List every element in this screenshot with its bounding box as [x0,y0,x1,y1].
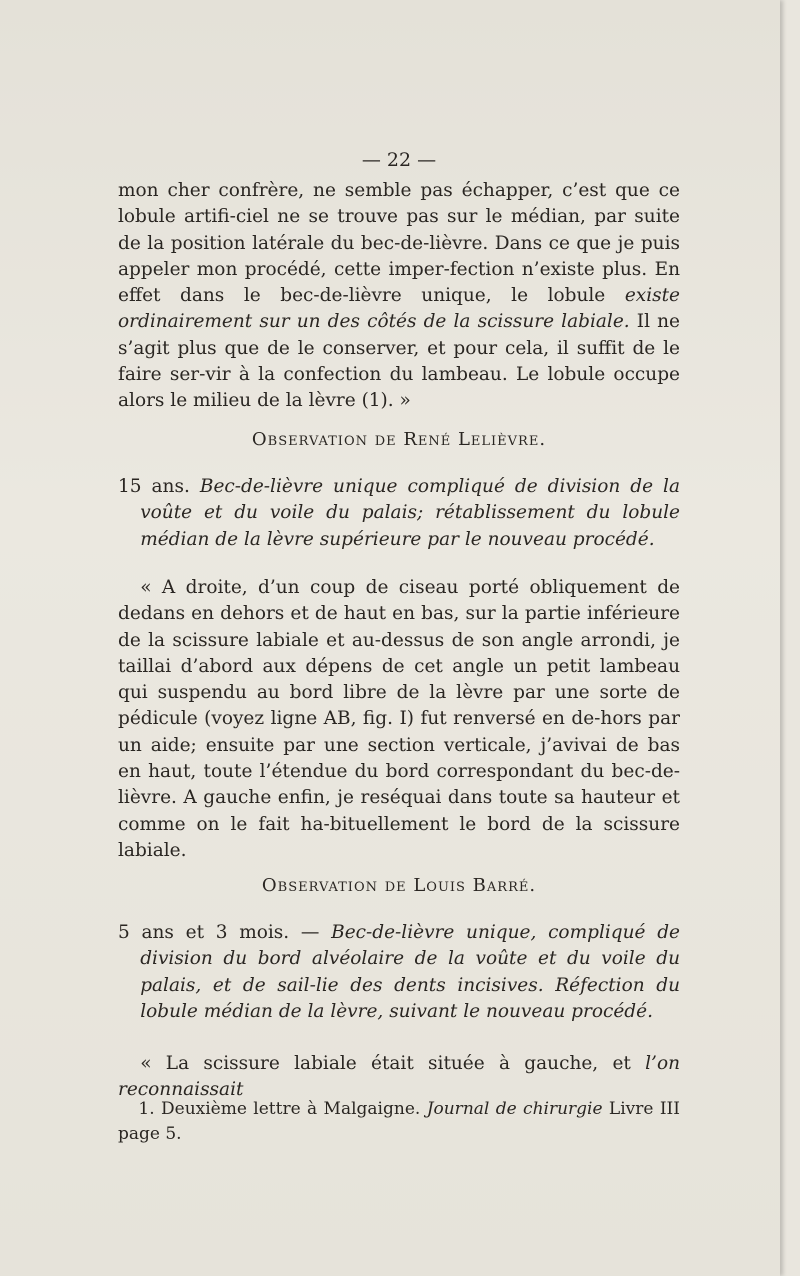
observation-body-2 [118,1051,680,1104]
para1-text-b: Il ne s’agit plus que de le conserver, et pour cela, il suffit de le faire ser-vir à la confection du lambeau. Le lobule occupe alors le milieu de la lèvre (1). » [118,311,680,412]
obs1-age: 15 ans. [118,476,190,497]
observation-heading-2: Observation de Louis Barré. [261,875,537,896]
obs1-italic: Bec-de-lièvre unique compliqué de division de la voûte et du voile du palais; rétablissement du lobule médian de la lèvre supérieure par le nouveau procédé. [140,476,680,550]
paragraph-intro [118,178,680,415]
obs1-body: « A droite, d’un coup de ciseau porté obliquement de dedans en dehors et de haut en bas, sur la partie inférieure de la scissure labiale et au-dessus de son angle arrondi, je taillai d’abord aux dépens de cet angle un petit lambeau qui suspendu au bord libre de la lèvre par une sorte de pédicule (voyez ligne AB, fig. I) fut renversé en de-hors par un aide; ensuite par une section verticale, j’avivai de bas en haut, toute l’étendue du bord correspondant du bec-de-lièvre. A gauche enfin, je reséquai dans toute sa hauteur et comme on le fait ha-bituellement le bord de la scissure labiale. [118,577,680,861]
observation-summary-2 [118,920,680,1025]
observation-body-1 [118,575,680,864]
obs2-italic: Bec-de-lièvre unique, compliqué de division du bord alvéolaire de la voûte et du voile du palais, et de sail-lie des dents incisives. Réfection du lobule médian de la lèvre, suivant le nouveau procédé. [140,922,680,1022]
obs2-age: 5 ans et 3 mois. — [118,922,320,943]
footnote-italic: Journal de chirurgie [426,1099,603,1119]
footnote-a: 1. Deuxième lettre à Malgaigne. [138,1099,427,1119]
footnote-b: Livre III page 5. [118,1099,680,1144]
para1-text-a: mon cher confrère, ne semble pas échapper, c’est que ce lobule artifi-ciel ne se trouve pas sur le médian, par suite de la position latérale du bec-de-lièvre. Dans ce que je puis appeler mon procédé, cette imper-fection n’existe plus. En effet dans le bec-de-lièvre unique, le lobule [118,180,680,307]
observation-heading-1: Observation de René Lelièvre. [251,429,547,450]
footnote [118,1097,680,1147]
observation-summary-1 [118,474,680,553]
obs2-body-a: « La scissure labiale était située à gauche, et [140,1053,646,1074]
obs2-body-italic: l’on reconnaissait [118,1053,680,1101]
para1-italic: existe ordinairement sur un des côtés de la scissure labiale. [118,285,680,333]
page-number: — 22 — [361,149,437,171]
